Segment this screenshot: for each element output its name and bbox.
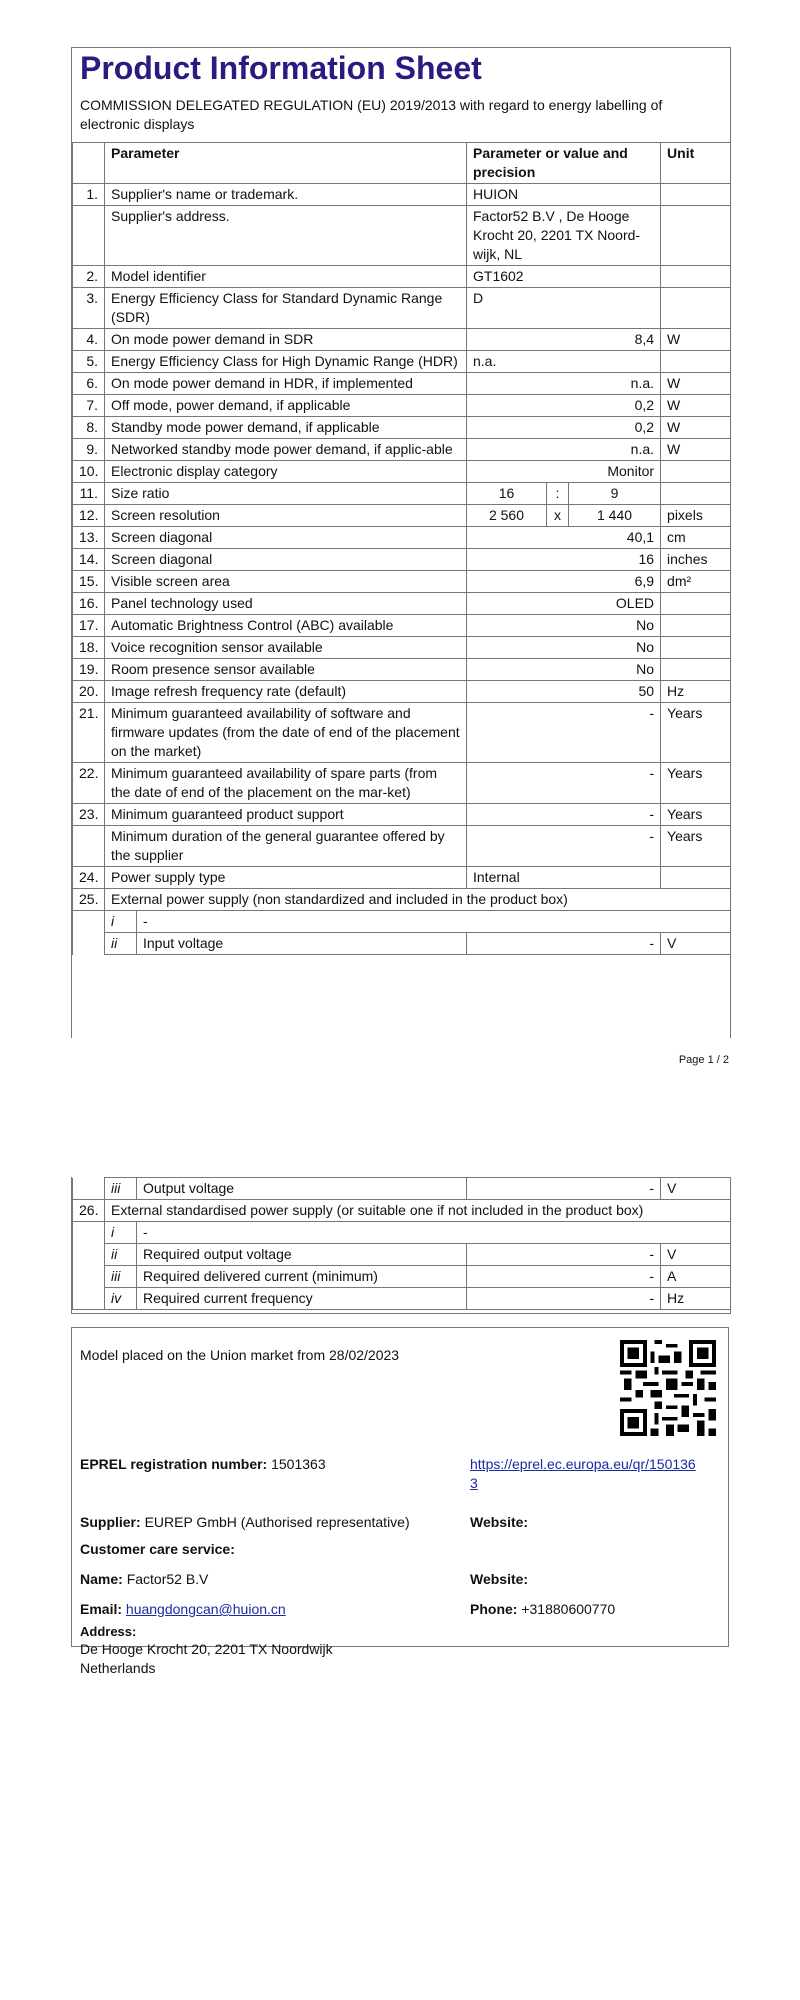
email-line: [80, 1600, 286, 1619]
row-label: Required output voltage: [137, 1244, 467, 1266]
row-label: Off mode, power demand, if applicable: [105, 395, 467, 417]
table-row: [73, 593, 731, 615]
row-label: Required current frequency: [137, 1288, 467, 1310]
row-subindex: iv: [105, 1288, 137, 1310]
row-value: GT1602: [467, 266, 661, 288]
row-unit: Hz: [661, 681, 731, 703]
row-number: 2.: [73, 266, 105, 288]
row-value: 8,4: [467, 329, 661, 351]
row-value: -: [467, 1244, 661, 1266]
row-subindex: ii: [105, 933, 137, 955]
eprel-registration: [80, 1455, 326, 1474]
address-line-2: Netherlands: [80, 1660, 156, 1676]
email-label: Email:: [80, 1601, 123, 1617]
row-label: Energy Efficiency Class for High Dynamic Range (HDR): [105, 351, 467, 373]
parameter-table-continued: [72, 1177, 731, 1310]
row-value: n.a.: [467, 439, 661, 461]
address-label: Address:: [80, 1624, 137, 1639]
phone-line: [470, 1600, 615, 1619]
row-value: Internal: [467, 867, 661, 889]
table-row: [73, 373, 731, 395]
row-number: 22.: [73, 763, 105, 804]
row-value: 50: [467, 681, 661, 703]
eprel-reg-number: 1501363: [271, 1456, 326, 1472]
row-number: 19.: [73, 659, 105, 681]
table-row: [73, 439, 731, 461]
row-number: 4.: [73, 329, 105, 351]
row-number: 18.: [73, 637, 105, 659]
website-label: Website:: [470, 1514, 529, 1530]
supplier-line: [80, 1513, 410, 1532]
row-subindex: i: [105, 1222, 137, 1244]
eprel-info-box: [71, 1327, 729, 1647]
ratio-width: 16: [467, 483, 547, 505]
row-label: Screen resolution: [105, 505, 467, 527]
row-number: 10.: [73, 461, 105, 483]
row-unit: V: [661, 933, 731, 955]
row-label: On mode power demand in HDR, if implemented: [105, 373, 467, 395]
row-value: Factor52 B.V , De Hooge Krocht 20, 2201 TX Noord-wijk, NL: [467, 206, 661, 266]
row-label: Electronic display category: [105, 461, 467, 483]
row-label: Size ratio: [105, 483, 467, 505]
table-row: [73, 527, 731, 549]
resolution-separator: x: [547, 505, 569, 527]
row-number: 14.: [73, 549, 105, 571]
address-line-1: De Hooge Krocht 20, 2201 TX Noordwijk: [80, 1641, 333, 1657]
row-value: -: [467, 933, 661, 955]
table-row: [73, 1266, 731, 1288]
row-label: Model identifier: [105, 266, 467, 288]
row-label: Voice recognition sensor available: [105, 637, 467, 659]
page-number: Page 1 / 2: [678, 1054, 729, 1066]
row-number: 11.: [73, 483, 105, 505]
table-row: [73, 763, 731, 804]
row-value: 0,2: [467, 395, 661, 417]
row-value: 16: [467, 549, 661, 571]
row-number: 7.: [73, 395, 105, 417]
row-unit: V: [661, 1178, 731, 1200]
row-value: -: [467, 804, 661, 826]
row-unit: W: [661, 417, 731, 439]
row-unit: W: [661, 395, 731, 417]
ratio-height: 9: [569, 483, 661, 505]
row-subindex: ii: [105, 1244, 137, 1266]
row-label: Room presence sensor available: [105, 659, 467, 681]
eprel-url-wrap: [470, 1455, 700, 1493]
table-row: [73, 1200, 731, 1222]
table-row: [73, 1222, 731, 1244]
table-row: [73, 461, 731, 483]
row-number: 9.: [73, 439, 105, 461]
row-unit: W: [661, 329, 731, 351]
row-label: Visible screen area: [105, 571, 467, 593]
table-row: [73, 351, 731, 373]
row-value: n.a.: [467, 351, 661, 373]
row-label: Minimum guaranteed availability of software and firmware updates (from the date of end of the placement on the market): [105, 703, 467, 763]
table-header-row: [73, 143, 731, 184]
regulation-subtitle: COMMISSION DELEGATED REGULATION (EU) 2019/2013 with regard to energy labelling of electronic displays: [80, 97, 663, 132]
row-number: 13.: [73, 527, 105, 549]
row-value: OLED: [467, 593, 661, 615]
row-value: Monitor: [467, 461, 661, 483]
row-label: Input voltage: [137, 933, 467, 955]
header-parameter: Parameter: [105, 143, 467, 184]
table-row: [73, 615, 731, 637]
customer-care-label: Customer care service:: [80, 1541, 235, 1557]
header-value: Parameter or value and precision: [467, 143, 661, 184]
row-label: -: [137, 911, 731, 933]
row-label: Networked standby mode power demand, if applic-able: [105, 439, 467, 461]
row-label: Required delivered current (minimum): [137, 1266, 467, 1288]
row-number: 15.: [73, 571, 105, 593]
row-label: Minimum guaranteed product support: [105, 804, 467, 826]
row-unit: Years: [661, 703, 731, 763]
row-label: Panel technology used: [105, 593, 467, 615]
row-number: 17.: [73, 615, 105, 637]
row-value: -: [467, 763, 661, 804]
row-value: -: [467, 1266, 661, 1288]
row-unit: dm²: [661, 571, 731, 593]
row-number: 1.: [73, 184, 105, 206]
supplier-value: EUREP GmbH (Authorised representative): [144, 1514, 410, 1530]
row-label: Output voltage: [137, 1178, 467, 1200]
row-label: External standardised power supply (or suitable one if not included in the product box): [105, 1200, 731, 1222]
row-number: 25.: [73, 889, 105, 911]
row-unit: cm: [661, 527, 731, 549]
parameter-table: [72, 142, 731, 955]
table-row: [73, 681, 731, 703]
row-label: Power supply type: [105, 867, 467, 889]
row-label: Minimum duration of the general guarantee offered by the supplier: [105, 826, 467, 867]
page-title: Product Information Sheet: [80, 50, 482, 86]
row-value: HUION: [467, 184, 661, 206]
row-unit: Hz: [661, 1288, 731, 1310]
row-label: On mode power demand in SDR: [105, 329, 467, 351]
row-number: 26.: [73, 1200, 105, 1222]
table-row: [73, 911, 731, 933]
row-label: Energy Efficiency Class for Standard Dynamic Range (SDR): [105, 288, 467, 329]
table-row: [73, 329, 731, 351]
table-row: [73, 206, 731, 266]
table-row: [73, 826, 731, 867]
row-value: 6,9: [467, 571, 661, 593]
row-unit: W: [661, 439, 731, 461]
table-row: [73, 889, 731, 911]
table-row: [73, 571, 731, 593]
row-number: 23.: [73, 804, 105, 826]
row-label: Supplier's name or trademark.: [105, 184, 467, 206]
table-row: [73, 395, 731, 417]
resolution-width: 2 560: [467, 505, 547, 527]
table-row: [73, 637, 731, 659]
header-unit: Unit: [661, 143, 731, 184]
eprel-reg-label: EPREL registration number:: [80, 1456, 268, 1472]
qr-code-icon[interactable]: [620, 1340, 716, 1436]
table-row: [73, 1288, 731, 1310]
eprel-url-link[interactable]: https://eprel.ec.europa.eu/qr/1501363: [470, 1456, 696, 1491]
row-value: No: [467, 637, 661, 659]
ratio-separator: :: [547, 483, 569, 505]
website2-label: Website:: [470, 1571, 529, 1587]
table-row: [73, 867, 731, 889]
row-subindex: i: [105, 911, 137, 933]
table-row: [73, 417, 731, 439]
row-number: 12.: [73, 505, 105, 527]
row-value: -: [467, 1288, 661, 1310]
table-row: [73, 804, 731, 826]
info-sheet-page-1: [71, 47, 731, 1038]
row-value: 40,1: [467, 527, 661, 549]
phone-label: Phone:: [470, 1601, 518, 1617]
table-row: [73, 184, 731, 206]
table-row: [73, 549, 731, 571]
row-value: 0,2: [467, 417, 661, 439]
email-link[interactable]: huangdongcan@huion.cn: [125, 1601, 286, 1617]
row-subindex: iii: [105, 1266, 137, 1288]
row-number: 24.: [73, 867, 105, 889]
row-unit: A: [661, 1266, 731, 1288]
supplier-label: Supplier:: [80, 1514, 141, 1530]
row-number: 5.: [73, 351, 105, 373]
row-value: -: [467, 1178, 661, 1200]
row-label: Minimum guaranteed availability of spare parts (from the date of end of the placement on the mar-ket): [105, 763, 467, 804]
row-number: 6.: [73, 373, 105, 395]
phone-value: +31880600770: [521, 1601, 616, 1617]
row-unit: Years: [661, 804, 731, 826]
row-unit: Years: [661, 763, 731, 804]
name-line: [80, 1570, 208, 1589]
table-row: [73, 288, 731, 329]
market-placement-text: Model placed on the Union market from 28/02/2023: [80, 1347, 400, 1363]
row-label: Screen diagonal: [105, 549, 467, 571]
row-value: No: [467, 615, 661, 637]
row-label: External power supply (non standardized and included in the product box): [105, 889, 731, 911]
row-value: -: [467, 826, 661, 867]
table-row: [73, 933, 731, 955]
row-unit: V: [661, 1244, 731, 1266]
table-row: [73, 505, 731, 527]
row-unit: W: [661, 373, 731, 395]
table-row: [73, 1244, 731, 1266]
row-label: Screen diagonal: [105, 527, 467, 549]
table-row: [73, 703, 731, 763]
row-subindex: iii: [105, 1178, 137, 1200]
row-number: 20.: [73, 681, 105, 703]
table-row: [73, 266, 731, 288]
name-value: Factor52 B.V: [126, 1571, 209, 1587]
name-label: Name:: [80, 1571, 123, 1587]
row-unit: pixels: [661, 505, 731, 527]
row-number: 16.: [73, 593, 105, 615]
row-value: -: [467, 703, 661, 763]
table-row: [73, 483, 731, 505]
row-unit: Years: [661, 826, 731, 867]
table-row: [73, 659, 731, 681]
row-number: 8.: [73, 417, 105, 439]
row-label: Automatic Brightness Control (ABC) available: [105, 615, 467, 637]
row-value: D: [467, 288, 661, 329]
row-unit: inches: [661, 549, 731, 571]
row-label: Supplier's address.: [105, 206, 467, 266]
table-row: [73, 1178, 731, 1200]
row-label: Standby mode power demand, if applicable: [105, 417, 467, 439]
row-label: Image refresh frequency rate (default): [105, 681, 467, 703]
row-unit: [661, 184, 731, 206]
row-value: n.a.: [467, 373, 661, 395]
row-value: No: [467, 659, 661, 681]
row-number: 3.: [73, 288, 105, 329]
row-number: 21.: [73, 703, 105, 763]
info-sheet-page-2: [71, 1177, 731, 1314]
address-block: [80, 1640, 333, 1678]
row-label: -: [137, 1222, 731, 1244]
resolution-height: 1 440: [569, 505, 661, 527]
